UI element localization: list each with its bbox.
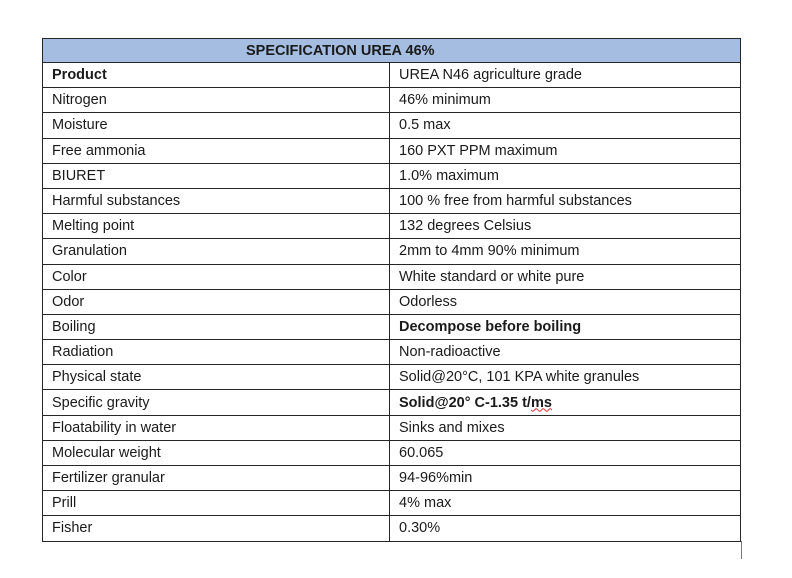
row-value: UREA N46 agriculture grade (390, 63, 741, 88)
row-value: 0.30% (390, 516, 741, 541)
row-value: White standard or white pure (390, 264, 741, 289)
row-label: Granulation (43, 239, 390, 264)
table-row (43, 440, 741, 465)
table-row (43, 415, 741, 440)
row-label: Free ammonia (43, 138, 390, 163)
row-value: Non-radioactive (390, 340, 741, 365)
row-value: 60.065 (390, 440, 741, 465)
row-value: 1.0% maximum (390, 163, 741, 188)
table-row (43, 239, 741, 264)
table-row (43, 516, 741, 541)
row-value: 160 PXT PPM maximum (390, 138, 741, 163)
row-label: Boiling (43, 314, 390, 339)
specification-table (42, 38, 741, 542)
table-row (43, 289, 741, 314)
row-label: Odor (43, 289, 390, 314)
row-label: Floatability in water (43, 415, 390, 440)
table-row (43, 63, 741, 88)
table-row (43, 138, 741, 163)
row-value: 4% max (390, 491, 741, 516)
table-row (43, 314, 741, 339)
row-label: Molecular weight (43, 440, 390, 465)
row-value: 132 degrees Celsius (390, 214, 741, 239)
row-label: Moisture (43, 113, 390, 138)
table-row (43, 113, 741, 138)
table-row (43, 88, 741, 113)
row-label: Physical state (43, 365, 390, 390)
row-label: Harmful substances (43, 188, 390, 213)
row-value: Decompose before boiling (390, 314, 741, 339)
table-row (43, 340, 741, 365)
row-label: Nitrogen (43, 88, 390, 113)
table-row (43, 163, 741, 188)
table-row (43, 214, 741, 239)
table-row (43, 491, 741, 516)
row-label: Radiation (43, 340, 390, 365)
row-value: Solid@20°C, 101 KPA white granules (390, 365, 741, 390)
row-value (390, 390, 741, 415)
table-row (43, 188, 741, 213)
value-text: Solid@20° C-1.35 t/ (399, 394, 531, 411)
row-label: Product (43, 63, 390, 88)
row-value: 94-96%min (390, 466, 741, 491)
table-title: SPECIFICATION UREA 46% (43, 39, 741, 63)
table-header-row (43, 39, 741, 63)
row-label: Melting point (43, 214, 390, 239)
row-label: Fertilizer granular (43, 466, 390, 491)
table-row (43, 365, 741, 390)
row-label: Specific gravity (43, 390, 390, 415)
row-value: 100 % free from harmful substances (390, 188, 741, 213)
row-value: 46% minimum (390, 88, 741, 113)
row-value: 2mm to 4mm 90% minimum (390, 239, 741, 264)
row-value: Sinks and mixes (390, 415, 741, 440)
row-label: Fisher (43, 516, 390, 541)
text-cursor (741, 541, 742, 559)
row-value: Odorless (390, 289, 741, 314)
table-row (43, 466, 741, 491)
spellcheck-flagged-text: ms (530, 394, 552, 411)
row-label: Color (43, 264, 390, 289)
table-row (43, 390, 741, 415)
row-value: 0.5 max (390, 113, 741, 138)
row-label: BIURET (43, 163, 390, 188)
row-label: Prill (43, 491, 390, 516)
table-row (43, 264, 741, 289)
